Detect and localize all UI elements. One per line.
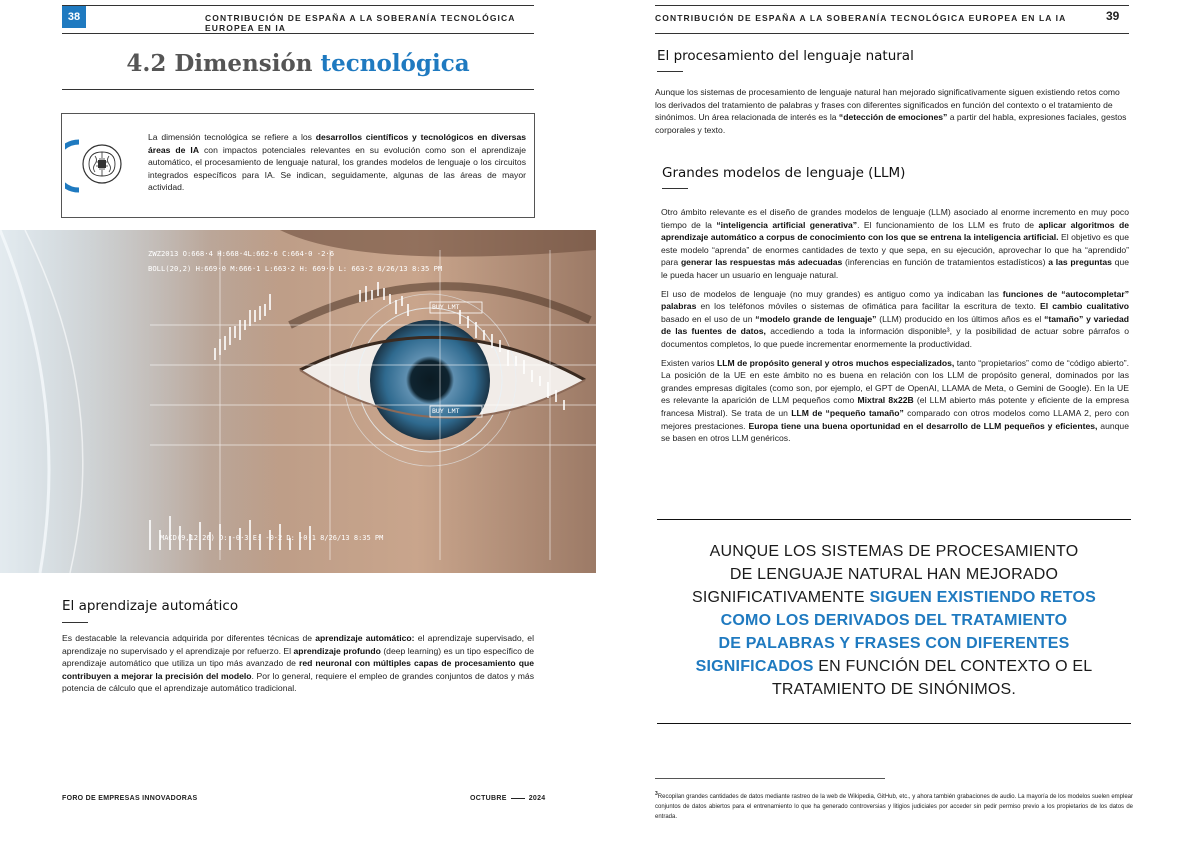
hud-line-2: BOLL(20,2) H:669·0 M:666·1 L:663·2 H: 669·0 L: 663·2 8/26/13 8:35 PM bbox=[148, 264, 443, 273]
llm1-text-1: Otro ámbito relevante es el diseño de grandes modelos de lenguaje (LLM) asociado al enorme incremento en muy poco tiempo de la bbox=[661, 207, 1129, 230]
quote-line-6b: EN FUNCIÓN DEL CONTEXTO O EL bbox=[813, 658, 1093, 675]
llm-heading-underline bbox=[662, 188, 688, 189]
quote-line-6 bbox=[657, 655, 1131, 678]
ml-text-1: Es destacable la relevancia adquirida por diferentes técnicas de bbox=[62, 633, 316, 643]
hud-line-3: MACD(9,12,26) O: -0·3 E: -0·2 D: -0·1 8/26/13 8:35 PM bbox=[160, 534, 384, 542]
llm1-text-4: (inferencias en función de tratamientos estadísticos) bbox=[842, 257, 1049, 268]
page-number-badge bbox=[62, 6, 86, 28]
callout-box bbox=[61, 113, 535, 218]
llm-heading: Grandes modelos de lenguaje (LLM) bbox=[662, 165, 906, 181]
quote-line-1: AUNQUE LOS SISTEMAS DE PROCESAMIENTO bbox=[709, 543, 1079, 560]
llm3-bold-1: LLM de propósito general y otros muchos especializados, bbox=[717, 357, 955, 368]
left-page bbox=[0, 0, 595, 842]
callout-text bbox=[148, 131, 526, 194]
ml-bold-2: aprendizaje profundo bbox=[293, 645, 381, 656]
quote-line-7: TRATAMIENTO DE SINÓNIMOS. bbox=[771, 681, 1017, 698]
llm1-text-2: . El funcionamiento de los LLM es fruto de bbox=[857, 219, 1039, 230]
nlp-heading: El procesamiento del lenguaje natural bbox=[657, 48, 914, 64]
llm3-bold-4: Europa tiene una buena oportunidad en el desarrollo de LLM pequeños y eficientes, bbox=[748, 420, 1098, 431]
quote-line-4: COMO LOS DERIVADOS DEL TRATAMIENTO bbox=[720, 612, 1068, 629]
ml-bold-1: aprendizaje automático: bbox=[315, 633, 415, 643]
ml-paragraph bbox=[62, 632, 534, 695]
footer-date bbox=[470, 795, 546, 802]
ml-text-2: el aprendizaje supervisado, el aprendizaje no supervisado y el aprendizaje por refuerzo. El bbox=[62, 633, 534, 656]
quote-line-3 bbox=[657, 586, 1131, 609]
llm1-bold-3: generar las respuestas más adecuadas bbox=[680, 257, 843, 268]
header-top-rule bbox=[655, 5, 1129, 6]
quote-bottom-rule bbox=[657, 723, 1131, 724]
llm2-text-5: accediendo a toda la información disponible³, y la posibilidad de actuar sobre párrafos o documentos completos, lo que puede incrementar enormemente la productividad. bbox=[661, 326, 1129, 349]
llm2-text-2: en los teléfonos móviles o sistemas de ofimática para facilitar la escritura de texto. bbox=[696, 301, 1041, 312]
footnote bbox=[655, 789, 1133, 822]
footnote-marker: 3 bbox=[655, 791, 658, 797]
ml-text-3: (deep learning) es un tipo específico de aprendizaje automático que utiliza un tipo más avanzado de bbox=[62, 645, 534, 669]
llm1-bold-4: a las preguntas bbox=[1048, 257, 1112, 268]
nlp-text-1: Aunque los sistemas de procesamiento de lenguaje natural han mejorado significativamente siguen existiendo retos como los derivados del tratamiento de palabras y frases con diferentes significados en función del contexto o el tratamiento de sinónimos. Un área relacionada de interés es la bbox=[655, 87, 1120, 123]
title-main: 4.2 Dimensión bbox=[126, 50, 321, 77]
llm2-text-4: (LLM) producido en los últimos años es el bbox=[876, 313, 1045, 324]
hud-buy-label-bottom: BUY LMT bbox=[432, 407, 460, 415]
nlp-heading-underline bbox=[657, 71, 683, 72]
footer-org: FORO DE EMPRESAS INNOVADORAS bbox=[62, 795, 198, 802]
llm-paragraph-3 bbox=[661, 357, 1129, 445]
nlp-bold-1: “detección de emociones” bbox=[838, 112, 948, 123]
llm1-bold-1: “inteligencia artificial generativa” bbox=[716, 219, 858, 230]
llm2-bold-3: “modelo grande de lenguaje” bbox=[755, 313, 877, 324]
llm1-text-5: que le pueda hacer un usuario en lenguaje natural. bbox=[661, 257, 1130, 280]
llm2-bold-4: “tamaño” y variedad de las fuentes de datos, bbox=[661, 313, 1130, 337]
llm1-text-3: El objetivo es que este modelo “aprenda” de enormes cantidades de texto y que sepa, en su ejecución, aprovechar lo que ha “aprendido” para bbox=[661, 232, 1129, 268]
footer-dash bbox=[511, 798, 525, 799]
ml-text-4: . Por lo general, requiere el empleo de grandes conjuntos de datos y más potencia de cálculo que el aprendizaje automático tradicional. bbox=[62, 670, 535, 694]
callout-bold-1: desarrollos científicos y tecnológicos en diversas áreas de IA bbox=[148, 132, 526, 155]
callout-text-2: con impactos potenciales relevantes en su evolución como son el aprendizaje automático, el procesamiento de lenguaje natural, los grandes modelos de lenguaje o los circuitos integrados específicos para IA. Se indican, seguidamente, algunas de las áreas de mayor actividad. bbox=[148, 144, 526, 193]
eye-hud-photo bbox=[0, 230, 596, 573]
section-title bbox=[62, 50, 534, 77]
llm3-text-5: aunque se basen en otros LLM genéricos. bbox=[661, 420, 1129, 444]
ml-heading-underline bbox=[62, 622, 88, 623]
quote-line-6a: SIGNIFICADOS bbox=[695, 658, 814, 675]
hud-buy-label-top: BUY LMT bbox=[432, 303, 460, 311]
right-page bbox=[596, 0, 1191, 842]
footnote-text: Recopilan grandes cantidades de datos mediante rastreo de la web de Wikipedia, GitHub, etc., y ahora también grabaciones de audio. La mayoría de los modelos suelen emplear conjuntos de datos abiertos para el entrenamiento lo que ha generado controversias y litigios judiciales por acceder sin pedir permiso previo a los propietarios de los datos de entrada. bbox=[655, 794, 1133, 820]
llm-body bbox=[661, 206, 1129, 451]
llm3-bold-3: LLM de “pequeño tamaño” bbox=[791, 407, 904, 418]
llm1-bold-2: aplicar algoritmos de aprendizaje automático a corpus de conocimiento con los que se entrena la inteligencia artificial. bbox=[661, 219, 1129, 243]
running-header: CONTRIBUCIÓN DE ESPAÑA A LA SOBERANÍA TECNOLÓGICA EUROPEA EN IA bbox=[205, 13, 516, 33]
hud-line-1: ZWZ2013 O:668·4 H:668·4L:662·6 C:664·0 -2·6 bbox=[148, 249, 335, 258]
quote-line-3a: SIGNIFICATIVAMENTE bbox=[691, 589, 870, 606]
header-bottom-rule bbox=[655, 33, 1129, 34]
llm3-text-3: (el LLM abierto más potente y eficiente de la empresa francesa Mistral). Se trata de un bbox=[661, 395, 1129, 418]
header-bottom-rule bbox=[62, 33, 534, 34]
llm2-text-1: El uso de modelos de lenguaje (no muy grandes) es antiguo como ya indicaban las bbox=[661, 288, 1003, 299]
ml-heading: El aprendizaje automático bbox=[62, 598, 239, 614]
quote-top-rule bbox=[657, 519, 1131, 520]
footer-month: OCTUBRE bbox=[470, 795, 507, 802]
llm2-text-3: basado en el uso de un bbox=[661, 313, 756, 324]
header-top-rule bbox=[62, 5, 534, 6]
page-number: 39 bbox=[1106, 9, 1120, 23]
llm2-bold-2: El cambio cualitativo bbox=[1040, 301, 1130, 312]
llm2-bold-1: funciones de “autocompletar” palabras bbox=[661, 288, 1129, 312]
pull-quote bbox=[657, 540, 1131, 701]
running-header: CONTRIBUCIÓN DE ESPAÑA A LA SOBERANÍA TECNOLÓGICA EUROPEA EN LA IA bbox=[655, 13, 1067, 23]
quote-line-3b: SIGUEN EXISTIENDO RETOS bbox=[869, 589, 1097, 606]
page-number: 38 bbox=[67, 11, 81, 23]
footnote-rule bbox=[655, 778, 885, 779]
llm3-text-1: Existen varios bbox=[661, 357, 717, 368]
ml-bold-3: red neuronal con múltiples capas de procesamiento que contribuyen a mejorar la precisión del modelo bbox=[62, 658, 535, 681]
nlp-paragraph bbox=[655, 86, 1129, 136]
title-accent: tecnológica bbox=[320, 50, 470, 77]
llm-paragraph-2 bbox=[661, 288, 1129, 351]
callout-text-1: La dimensión tecnológica se refiere a los bbox=[148, 132, 316, 142]
llm3-text-4: comparado con otros modelos como LLAMA 2, pero con mejores prestaciones. bbox=[661, 407, 1130, 431]
llm3-bold-2: Mixtral 8x22B bbox=[857, 395, 914, 406]
quote-line-5: DE PALABRAS Y FRASES CON DIFERENTES bbox=[718, 635, 1070, 652]
title-rule bbox=[62, 89, 534, 90]
nlp-text-2: a partir del habla, expresiones faciales, gestos corporales y texto. bbox=[655, 112, 1127, 135]
footer-year: 2024 bbox=[528, 795, 546, 802]
ai-brain-chip-icon bbox=[65, 134, 135, 194]
llm3-text-2: tanto “propietarios” como de “código abierto”. La posición de la UE en este ámbito no es buena en relación con los LLM de propósito general, dominados por las grandes empresas digitales (como son, por ejemplo, el GPT de OpenAI, LLAMA de Meta, o Gemini de Google). En la UE es relevante la aparición de LLM pequeños como bbox=[661, 357, 1129, 406]
llm-paragraph-1 bbox=[661, 206, 1129, 282]
quote-line-2: DE LENGUAJE NATURAL HAN MEJORADO bbox=[729, 566, 1059, 583]
